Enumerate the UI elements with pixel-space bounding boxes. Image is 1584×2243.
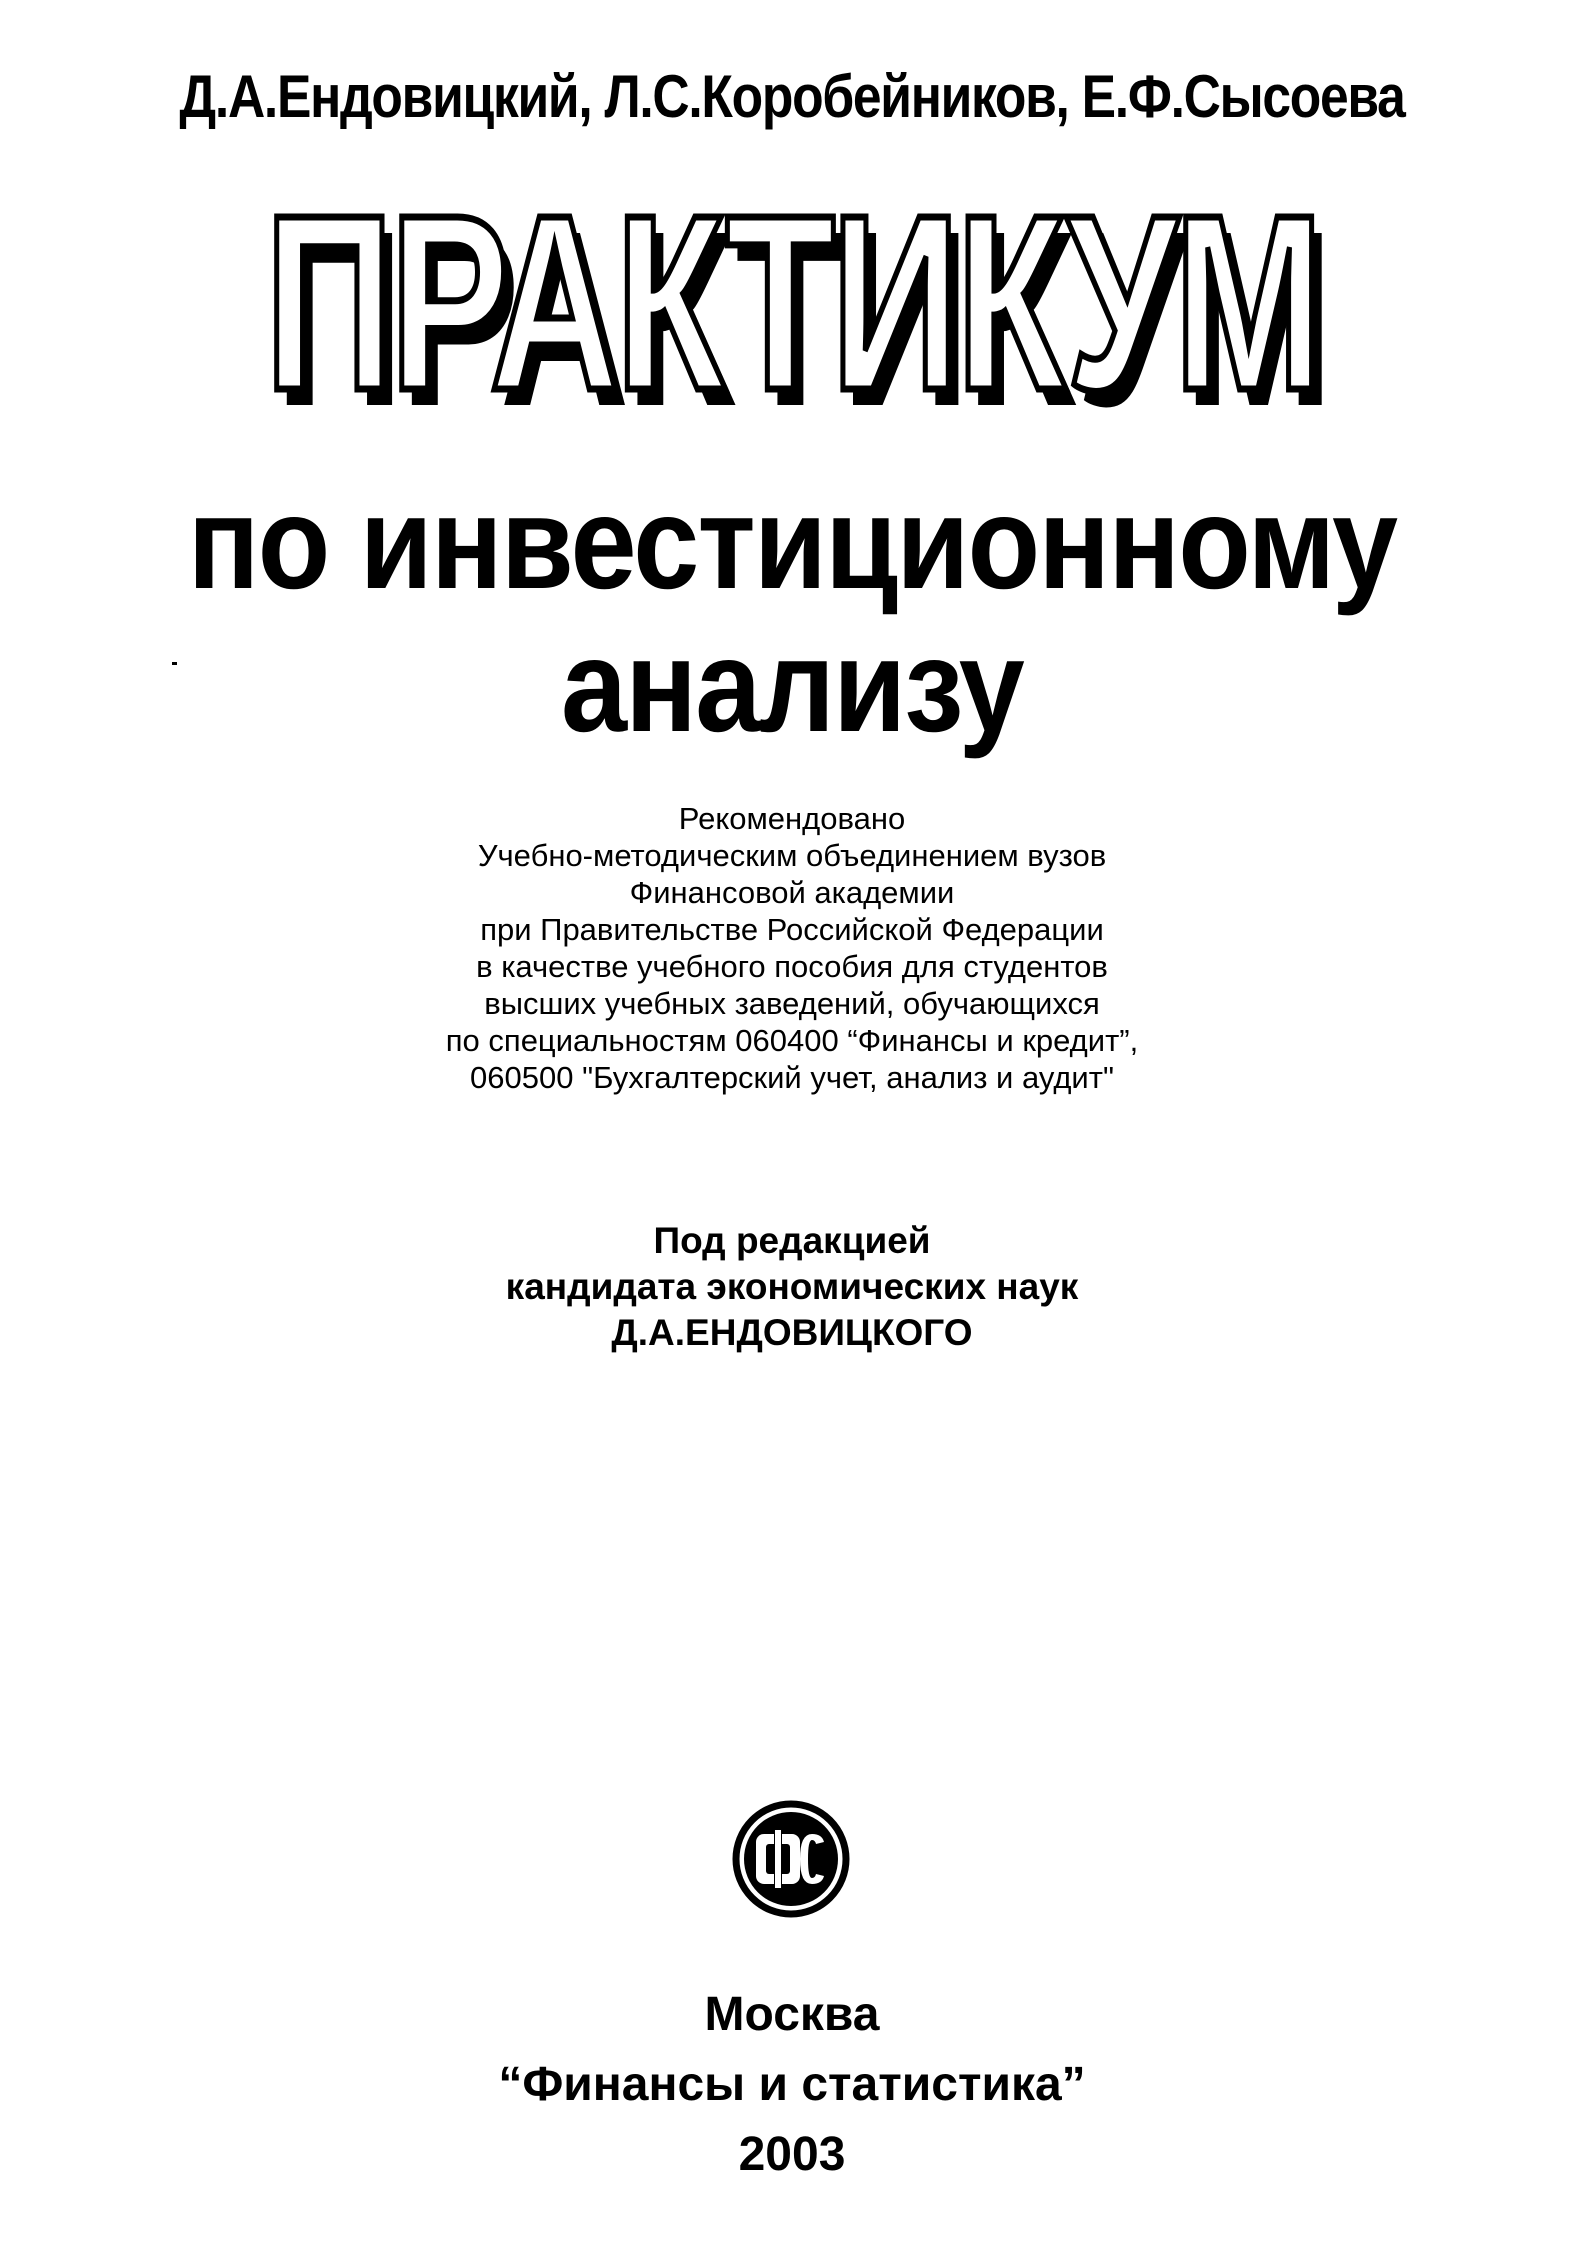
recommendation-line: по специальностям 060400 “Финансы и кредит”, [445,1023,1139,1058]
recommendation-line: при Правительстве Российской Федерации [480,912,1104,947]
book-title-main: ПРАКТИКУМ [264,163,1320,442]
subtitle-line-1: по инвестиционному [187,469,1397,616]
editor-name: Д.А.ЕНДОВИЦКОГО [611,1312,973,1353]
publisher-logo-icon [732,1800,850,1918]
recommendation-line: Учебно-методическим объединением вузов [477,838,1107,873]
imprint-block [0,1980,1584,2190]
subtitle-line-2: анализу [561,611,1023,759]
recommendation-line: Рекомендовано [678,801,906,836]
recommendation-line: в качестве учебного пособия для студентов [476,949,1108,984]
authors-line: Д.А.Ендовицкий, Л.С.Коробейников, Е.Ф.Сысоева [179,63,1405,130]
imprint-city: Москва [704,1988,880,2041]
recommendation-line: высших учебных заведений, обучающихся [484,986,1100,1021]
editor-block [0,1218,1584,1356]
recommendation-line: Финансовой академии [629,875,955,910]
imprint-publisher: “Финансы и статистика” [498,2058,1086,2111]
editor-line: Под редакцией [653,1220,931,1261]
recommendation-line: 060500 "Бухгалтерский учет, анализ и аудит" [470,1060,1114,1095]
editor-line: кандидата экономических наук [505,1266,1079,1307]
imprint-year: 2003 [738,2128,846,2181]
book-title-subtitle [79,469,1505,759]
print-speck [172,662,177,665]
recommendation-block [0,800,1584,1096]
